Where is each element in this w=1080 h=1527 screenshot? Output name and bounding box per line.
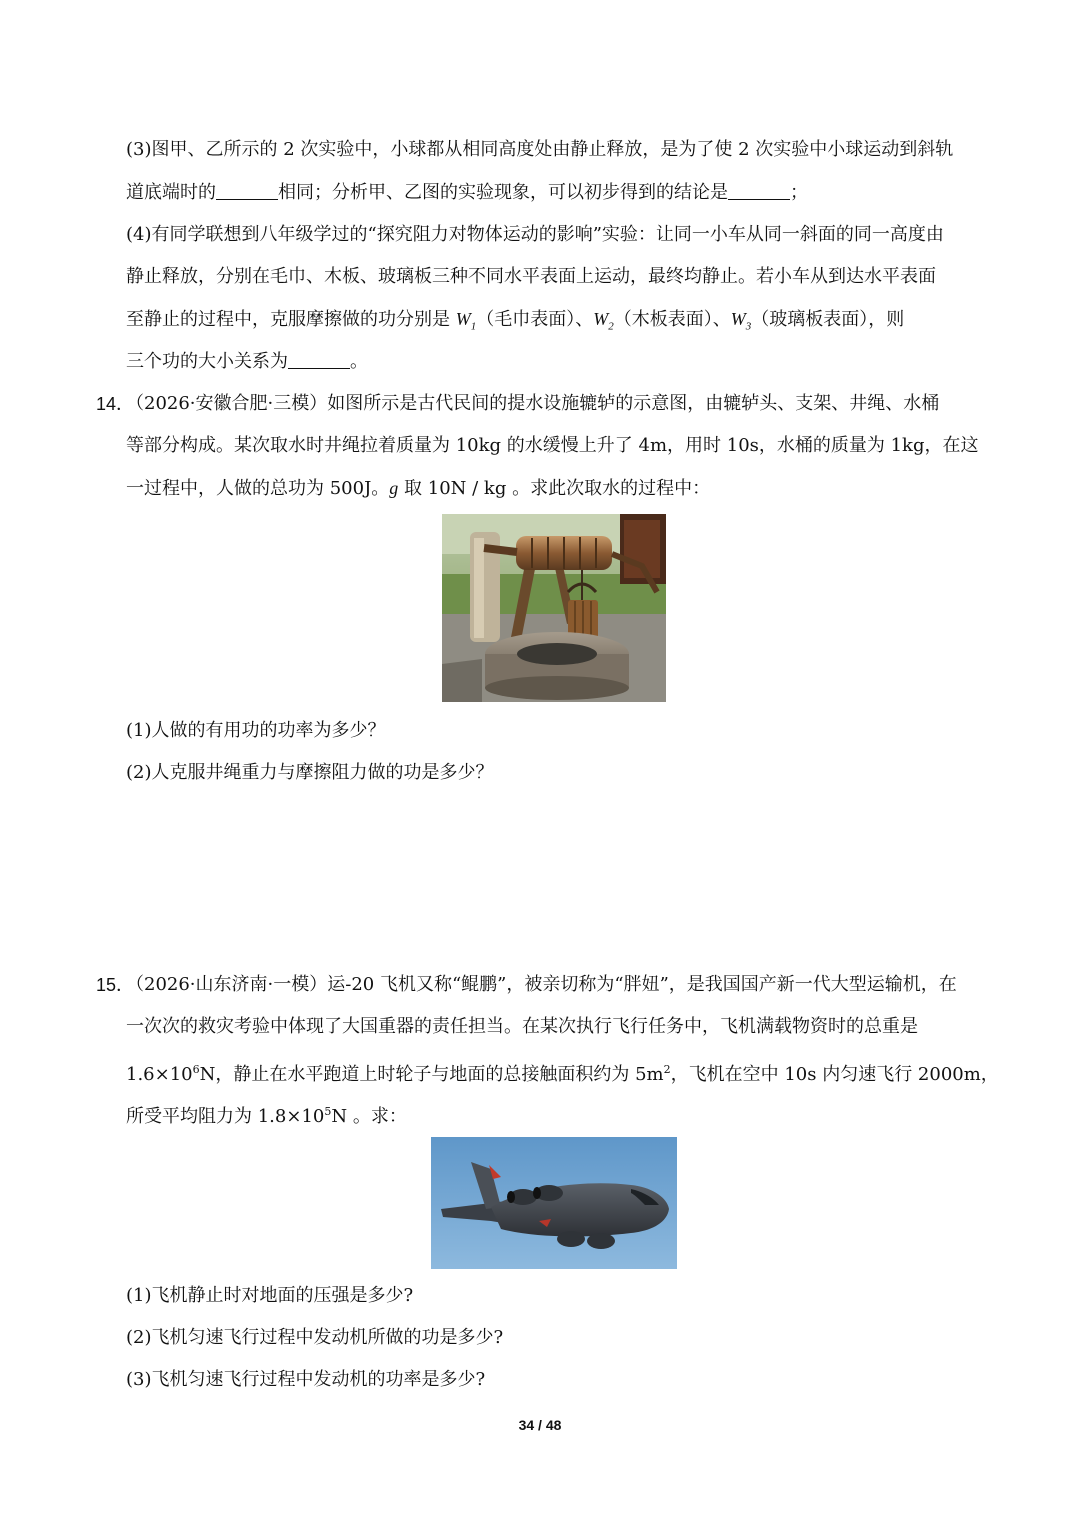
q15-sub2: (2)飞机匀速飞行过程中发动机所做的功是多少? <box>126 1327 504 1348</box>
q15-line4: 所受平均阻力为 $1.8\times 10^5N$ 。求： <box>126 1105 407 1127</box>
y20-aircraft-photo <box>431 1137 677 1269</box>
q14-line1: （2026·安徽合肥·三模）如图所示是古代民间的提水设施辘轳的示意图，由辘轳头、支架、井绳、水桶 <box>126 393 940 414</box>
q15-line1: （2026·山东济南·一模）运-20 飞机又称“鲲鹏”，被亲切称为“胖妞”，是我国国产新一代大型运输机，在 <box>126 974 957 995</box>
q14-line3: 一过程中，人做的总功为 500J。g 取 10N / kg 。求此次取水的过程中： <box>126 478 711 499</box>
q13-part4-line1: (4)有同学联想到八年级学过的“探究阻力对物体运动的影响”实验：让同一小车从同一斜面的同一高度由 <box>126 224 944 245</box>
answer-blank <box>216 181 278 200</box>
q15-sub3: (3)飞机匀速飞行过程中发动机的功率是多少? <box>126 1369 486 1390</box>
answer-blank <box>728 181 790 200</box>
q13-part3-line2: 道底端时的 相同；分析甲、乙图的实验现象，可以初步得到的结论是 ； <box>126 182 808 203</box>
page-number: 34 / 48 <box>518 1417 562 1433</box>
q13-part4-line2: 静止释放，分别在毛巾、木板、玻璃板三种不同水平表面上运动，最终均静止。若小车从到达水平表面 <box>126 266 936 287</box>
question-number-15: 15． <box>96 975 135 995</box>
question-number-14: 14． <box>96 394 135 414</box>
q15-sub1: (1)飞机静止时对地面的压强是多少? <box>126 1285 414 1306</box>
well-windlass-photo <box>442 514 666 702</box>
q13-part4-line4: 三个功的大小关系为 。 <box>126 351 368 372</box>
q15-line2: 一次次的救灾考验中体现了大国重器的责任担当。在某次执行飞行任务中，飞机满载物资时的总重是 <box>126 1016 918 1037</box>
q14-sub1: (1)人做的有用功的功率为多少？ <box>126 720 386 741</box>
q14-sub2: (2)人克服井绳重力与摩擦阻力做的功是多少？ <box>126 762 494 783</box>
q13-part4-line3: 至静止的过程中，克服摩擦做的功分别是 $W_1$（毛巾表面）、$W_2$（木板表面）、$W_3$（玻璃板表面），则 <box>126 309 905 333</box>
q14-line2: 等部分构成。某次取水时井绳拉着质量为 10kg 的水缓慢上升了 4m，用时 10s，水桶的质量为 1kg，在这 <box>126 435 979 456</box>
q15-line3: $1.6\times 10^6N$，静止在水平跑道上时轮子与地面的总接触面积约为 $5m^2$，飞机在空中 10s 内匀速飞行 2000m， <box>126 1063 999 1085</box>
q13-part3-line1: (3)图甲、乙所示的 2 次实验中，小球都从相同高度处由静止释放，是为了使 2 次实验中小球运动到斜轨 <box>126 139 954 160</box>
answer-blank <box>288 350 350 369</box>
